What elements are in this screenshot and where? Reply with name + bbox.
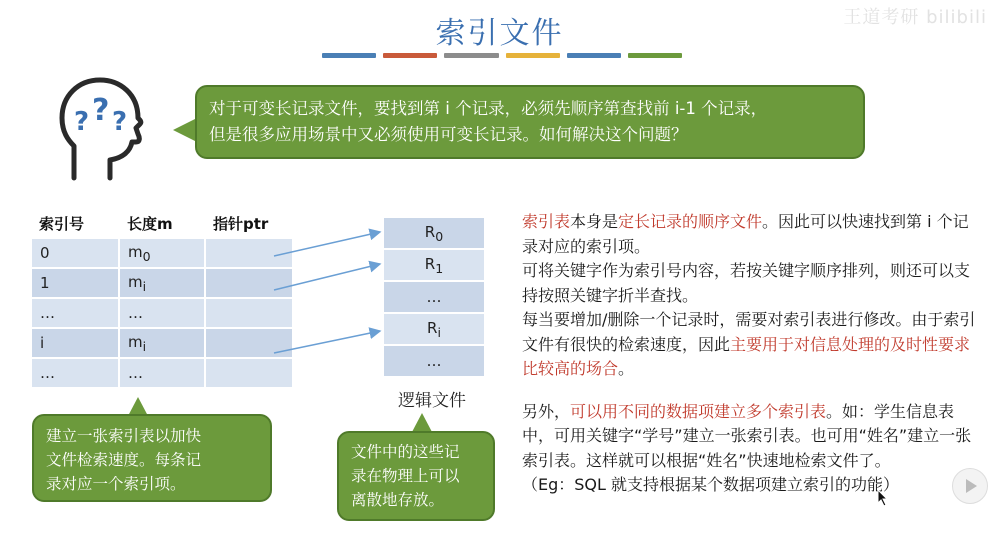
length-cell: $m_0$ <box>119 238 205 268</box>
paragraph-1: 索引表本身是定长记录的顺序文件。因此可以快速找到第 i 个记录对应的索引项。 <box>522 212 969 256</box>
question-line-1: 对于可变长记录文件，要找到第 i 个记录，必须先顺序第查找前 i-1 个记录， <box>209 99 768 118</box>
record-cell: … <box>383 345 485 377</box>
logical-file-label: 逻辑文件 <box>398 391 466 411</box>
index-cell: 0 <box>31 238 119 268</box>
length-cell: … <box>119 298 205 328</box>
question-line-2: 但是很多应用场景中又必须使用可变长记录。如何解决这个问题？ <box>209 125 688 144</box>
play-icon <box>953 469 987 503</box>
record-cell: … <box>383 281 485 313</box>
header-pointer: 指针ptr <box>213 214 269 233</box>
paragraph-2: 可将关键字作为索引号内容，若按关键字顺序排列，则还可以支持按照关键字折半查找。 <box>522 261 971 305</box>
record-cell: $R_1$ <box>383 249 485 281</box>
index-bubble-line-1: 建立一张索引表以加快 <box>46 427 202 445</box>
arrow-ptr-1 <box>274 264 380 290</box>
arrow-ptr-i <box>274 331 380 353</box>
mouse-cursor-icon <box>877 489 889 507</box>
play-button[interactable] <box>952 468 988 504</box>
page-title: 索引文件 <box>435 16 564 51</box>
svg-text:?: ? <box>74 107 90 137</box>
length-cell: $m_i$ <box>119 328 205 358</box>
index-bubble-line-2: 文件检索速度。每条记 <box>46 451 202 469</box>
record-cell: $R_0$ <box>383 217 485 249</box>
index-bubble <box>32 414 272 502</box>
svg-text:?: ? <box>112 107 128 137</box>
index-cell: … <box>31 298 119 328</box>
paragraph-4: 另外，可以用不同的数据项建立多个索引表。如：学生信息表中，可用关键字“学号”建立一张索引表。也可用“姓名”建立一张索引表。这样就可以根据“姓名”快速地检索文件了。 <box>522 401 972 470</box>
file-bubble-line-1: 文件中的这些记 <box>351 443 460 461</box>
header-index-no: 索引号 <box>39 214 85 233</box>
record-cell: $R_i$ <box>383 313 485 345</box>
file-bubble-tail <box>412 413 432 432</box>
watermark: 王道考研 bilibili <box>843 7 987 28</box>
length-cell: $m_i$ <box>119 268 205 298</box>
file-bubble-line-2: 录在物理上可以 <box>351 467 460 485</box>
paragraph-3: 每当要增加/删除一个记录时，需要对索引表进行修改。由于索引文件有很快的检索速度，因此主要用于对信息处理的及时性要求比较高的场合。 <box>522 310 976 378</box>
paragraph-5: （Eg：SQL 就支持根据某个数据项建立索引的功能） <box>522 475 900 494</box>
index-cell: 1 <box>31 268 119 298</box>
header-length: 长度m <box>127 214 173 233</box>
length-cell: … <box>119 358 205 388</box>
file-bubble-line-3: 离散地存放。 <box>351 491 445 509</box>
index-bubble-line-3: 录对应一个索引项。 <box>46 475 186 493</box>
index-cell: i <box>31 328 119 358</box>
index-cell: … <box>31 358 119 388</box>
arrow-ptr-0 <box>274 232 380 256</box>
svg-text:?: ? <box>92 93 110 128</box>
explanation-text <box>522 210 982 498</box>
file-bubble <box>337 431 495 521</box>
